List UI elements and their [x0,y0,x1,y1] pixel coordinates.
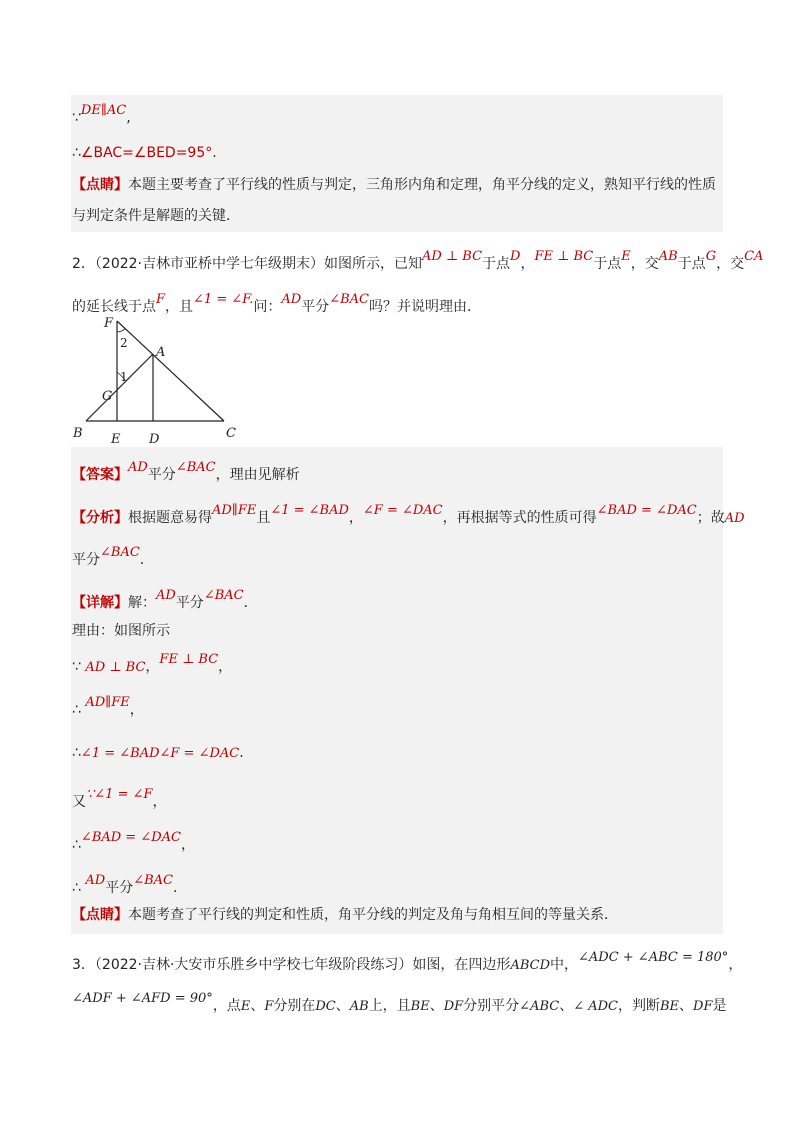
q2-l1-m1: AD ⊥ BC [422,249,483,264]
block1-l2-m: ∠BAC=∠BED=95° [80,145,213,161]
q3-l1-m2: ∠ADC + ∠ABC = 180° [578,950,729,965]
label-B: B [73,426,83,441]
detail-s5-end: ， [181,837,195,853]
detail-s5-m: ∠BAD = ∠DAC [80,830,181,845]
line-ba [86,354,153,421]
key-point-1 [72,175,716,195]
detail-s1-end: ， [218,659,233,675]
detail-step-2 [72,695,144,721]
question-3-line-2 [72,991,727,1017]
q3-l2-i: ，判断 [618,998,660,1014]
angle-mark-2 [117,329,125,332]
q3-l2-m5: AB [349,999,369,1014]
q3-l2-c: 分别在 [273,998,316,1014]
detail-s4-t: 又 [72,794,86,810]
q3-l2-m1: ∠ADF + ∠AFD = 90° [72,991,213,1006]
q2-l2-b: ，且 [165,299,194,315]
q3-l2-m2: E [240,999,251,1014]
label-G: G [102,389,113,404]
line-fc [117,321,224,421]
key-point-2 [72,905,618,925]
analysis-m1: AD∥FE [212,503,257,518]
question-2-line-1 [72,249,764,275]
detail-step-5 [72,830,195,856]
q3-l1-m1: ABCD [510,958,550,973]
q3-l2-j: 、 [679,998,694,1014]
q2-l1-e: ，交 [630,256,659,272]
answer-t1: 平分 [147,467,176,483]
q2-l2-d: 平分 [301,299,330,315]
detail-s3-m: ∠1 = ∠BAD∠F = ∠DAC [80,746,240,761]
block1-l4-text: 与判定条件是解题的关键． [72,208,240,224]
label-2: 2 [120,336,128,350]
detail-step-6 [72,873,178,899]
detail-s1-m2: FE ⊥ BC [159,652,219,667]
line-parallel [72,103,131,129]
q2-l1-d: 于点 [593,256,622,272]
detail-m1: AD [156,588,176,603]
analysis-m4: ∠BAD = ∠DAC [596,503,697,518]
q2-l1-m2: D [510,249,521,264]
detail-s3-sym: ∴ [72,745,81,761]
q3-l2-m6: BE [410,999,430,1014]
q3-l2-m3: F [264,999,274,1014]
detail-step-3 [72,743,244,764]
detail-line-1 [72,588,258,614]
q3-l2-m11: DF [693,999,713,1014]
block1-l3-tag: 【点睛】 [72,177,128,193]
q3-l2-m8: ∠ABC [519,999,560,1014]
detail-t3: ． [243,595,258,611]
analysis-tag: 【分析】 [72,510,128,526]
answer-t2: ，理由见解析 [215,467,300,483]
detail-s1-sym: ∵ [72,659,81,675]
q2-l1-g: ，交 [716,256,745,272]
analysis-t3: ， [348,510,363,526]
answer-tag: 【答案】 [72,467,128,483]
q2-l2-m4: ∠BAC [329,292,369,307]
detail-s6-sym: ∴ [72,880,81,896]
analysis-m2: ∠1 = ∠BAD [270,503,349,518]
q2-l1-m4: E [621,249,631,264]
detail-step-4 [72,787,167,813]
detail-s6-end: . [172,880,178,896]
q2-l2-m1: F [156,292,166,307]
analysis-l2-m1: ∠BAC [100,545,140,560]
q2-l1-m3: FE ⊥ BC [534,249,594,264]
q3-l1-a: 3．（2022·吉林·大安市乐胜乡中学校七年级阶段练习）如图，在四边形 [72,957,511,973]
q2-l1-b: 于点 [482,256,511,272]
detail-s4-sym: ∵ [86,787,95,802]
analysis-line-2 [72,545,145,571]
q3-l1-b: 中， [550,957,578,973]
detail-s2-sym: ∴ [72,702,81,718]
q3-l1-end: ， [728,957,743,973]
key-point-1-cont [72,206,240,226]
detail-s4-m: ∠1 = ∠F [94,787,153,802]
detail-s6-m1: AD [85,873,106,888]
detail-m2: ∠BAC [203,588,244,603]
q2-l1-a: 2．（2022·吉林市亚桥中学七年级期末）如图所示，已知 [72,256,422,272]
q3-l2-m10: BE [660,999,680,1014]
label-E: E [111,432,121,446]
q3-l2-a: ，点 [212,998,241,1014]
label-1: 1 [120,370,128,384]
q2-l1-c: ， [520,256,535,272]
detail-reason: 理由：如图所示 [72,623,170,639]
analysis-t4: ，再根据等式的性质可得 [442,510,597,526]
q2-l2-c: 问： [253,299,282,315]
label-F: F [104,316,114,331]
q2-l1-m5: AB [658,249,678,264]
detail-tag: 【详解】 [72,595,128,611]
q2-l2-a: 的延长线于点 [72,299,156,315]
q3-l2-f: 、 [429,998,444,1014]
detail-t1: 解： [128,595,156,611]
line-angle-95 [72,143,217,163]
block1-l1-sym: ∵ [72,110,81,126]
analysis-l2-t2: . [139,552,145,568]
analysis-m3: ∠F = ∠DAC [362,503,443,518]
q3-l2-d: 、 [335,998,350,1014]
point2-text: 本题考查了平行线的判定和性质，角平分线的判定及角与角相互间的等量关系． [128,907,618,923]
detail-s6-m2: ∠BAC [133,873,173,888]
block1-l1-m: DE∥AC [80,103,127,118]
q2-l2-m2: ∠1 = ∠F. [193,292,254,307]
point2-tag: 【点睛】 [72,907,128,923]
question-3-line-1 [72,950,743,976]
q3-l2-m7: DF [443,999,464,1014]
analysis-t2: 且 [256,510,271,526]
detail-s4-end: ， [152,794,167,810]
q2-l1-m6: G [705,249,717,264]
label-C: C [226,426,236,441]
answer-m2: ∠BAC [175,460,216,475]
label-D: D [149,432,160,446]
analysis-l2-t1: 平分 [72,552,100,568]
q3-l2-m4: DC [315,999,336,1014]
triangle-figure [64,310,250,446]
detail-s5-sym: ∴ [72,837,81,853]
block1-l1-end: , [126,110,131,126]
q2-l1-m7: CA [744,249,764,264]
q2-l2-m3: AD [281,292,302,307]
analysis-line-1 [72,503,745,529]
q2-l1-f: 于点 [677,256,706,272]
q3-l2-g: 分别平分 [463,998,520,1014]
detail-s3-end: . [239,745,244,761]
label-A: A [156,345,166,360]
answer-line [72,460,300,486]
answer-m1: AD [128,460,148,475]
detail-s2-m: AD∥FE [85,695,130,710]
block1-l2-sym: ∴ [72,145,81,161]
analysis-t5: ；故 [696,510,725,526]
q3-l2-k: 是 [712,998,727,1014]
q3-l2-h: 、 [559,998,574,1014]
analysis-m5: AD [724,511,745,526]
detail-s2-end: ， [129,702,144,718]
q3-l2-b: 、 [250,998,265,1014]
detail-t2: 平分 [175,595,204,611]
block1-l3-text: 本题主要考查了平行线的性质与判定，三角形内角和定理，角平分线的定义，熟知平行线的性质 [128,177,716,193]
detail-s1-m1: AD ⊥ BC [85,660,146,675]
detail-reason [72,621,170,641]
detail-s6-t: 平分 [105,880,134,896]
detail-step-1 [72,652,233,678]
analysis-t1: 根据题意易得 [128,510,212,526]
q3-l2-e: 上，且 [368,998,411,1014]
detail-s1-c: ， [145,659,160,675]
block1-l2-end: . [212,145,217,161]
q2-l2-e: 吗？并说明理由． [368,299,481,315]
q3-l2-m9: ∠ ADC [573,999,618,1014]
